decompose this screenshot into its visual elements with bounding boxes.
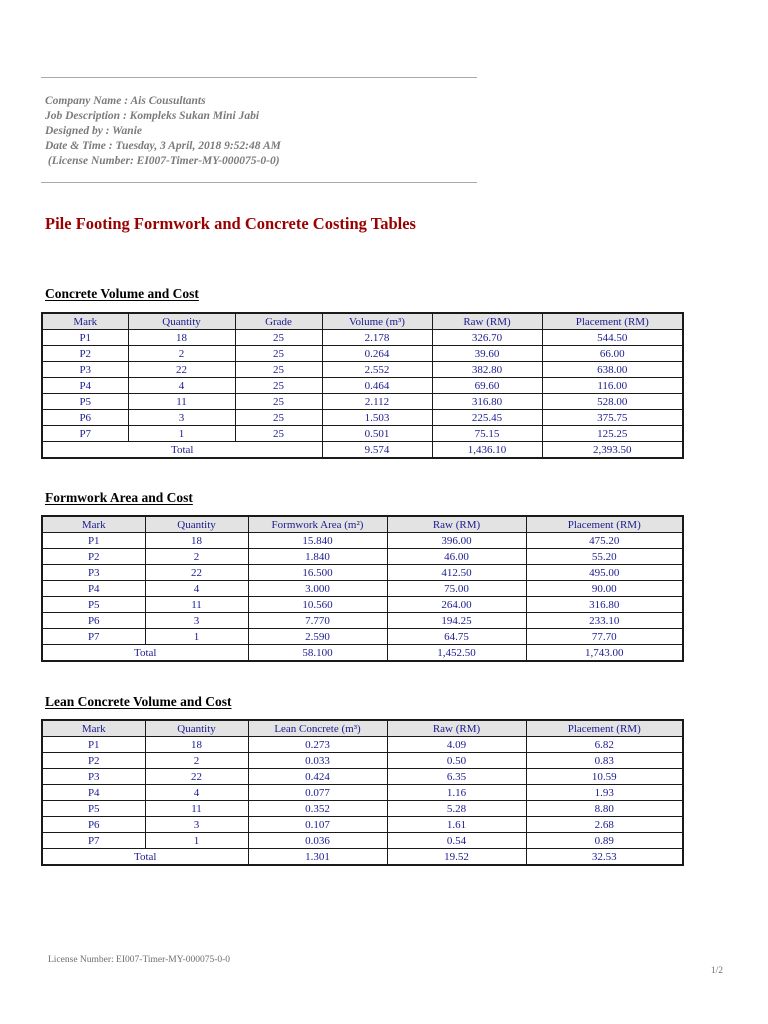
table-cell: P3 <box>42 769 145 785</box>
table-cell: 0.83 <box>526 753 683 769</box>
table-total-row <box>42 849 683 866</box>
table-cell: 375.75 <box>542 410 683 426</box>
table-cell: 55.20 <box>526 549 683 565</box>
column-header: Placement (RM) <box>526 516 683 533</box>
table-cell: 1.61 <box>387 817 526 833</box>
page-title: Pile Footing Formwork and Concrete Costing Tables <box>45 214 416 233</box>
column-header: Quantity <box>145 720 248 737</box>
column-header: Raw (RM) <box>387 720 526 737</box>
table-cell: P3 <box>42 565 145 581</box>
table-cell: 66.00 <box>542 346 683 362</box>
table-cell: 2 <box>128 346 235 362</box>
table-cell: 3 <box>128 410 235 426</box>
table-cell: 2.68 <box>526 817 683 833</box>
table-cell: 22 <box>145 565 248 581</box>
table-cell: 10.560 <box>248 597 387 613</box>
table-cell: 316.80 <box>526 597 683 613</box>
total-cell: 2,393.50 <box>542 442 683 459</box>
table-header-row <box>42 720 683 737</box>
table-cell: 0.464 <box>322 378 432 394</box>
table-cell: 1 <box>145 833 248 849</box>
table-cell: 1 <box>128 426 235 442</box>
table-cell: 116.00 <box>542 378 683 394</box>
table-cell: P7 <box>42 426 128 442</box>
table-row <box>42 565 683 581</box>
total-cell: 19.52 <box>387 849 526 866</box>
table-row <box>42 833 683 849</box>
table-row <box>42 769 683 785</box>
table-cell: P5 <box>42 801 145 817</box>
table-cell: 495.00 <box>526 565 683 581</box>
table-cell: P5 <box>42 394 128 410</box>
table-cell: 0.50 <box>387 753 526 769</box>
table-cell: 233.10 <box>526 613 683 629</box>
table-cell: 25 <box>235 394 322 410</box>
table-total-row <box>42 645 683 662</box>
table-row <box>42 549 683 565</box>
concrete-table <box>41 312 684 459</box>
table-cell: 4.09 <box>387 737 526 753</box>
table-header-row <box>42 313 683 330</box>
document-metadata <box>45 94 485 169</box>
table-cell: P7 <box>42 629 145 645</box>
table-cell: 412.50 <box>387 565 526 581</box>
table-row <box>42 737 683 753</box>
table-cell: 8.80 <box>526 801 683 817</box>
table-cell: 638.00 <box>542 362 683 378</box>
table-cell: 75.15 <box>432 426 542 442</box>
table-cell: 2 <box>145 753 248 769</box>
table-cell: 3.000 <box>248 581 387 597</box>
table-cell: 25 <box>235 346 322 362</box>
table-cell: 7.770 <box>248 613 387 629</box>
table-cell: 0.033 <box>248 753 387 769</box>
table-cell: 18 <box>145 533 248 549</box>
column-header: Raw (RM) <box>387 516 526 533</box>
table-cell: 382.80 <box>432 362 542 378</box>
table-cell: 25 <box>235 330 322 346</box>
column-header: Quantity <box>145 516 248 533</box>
total-label: Total <box>42 849 248 866</box>
table-row <box>42 362 683 378</box>
formwork-section-title: Formwork Area and Cost <box>45 490 193 505</box>
table-cell: 6.35 <box>387 769 526 785</box>
table-cell: 0.424 <box>248 769 387 785</box>
table-cell: P7 <box>42 833 145 849</box>
lean-concrete-section-title: Lean Concrete Volume and Cost <box>45 694 232 709</box>
table-cell: 0.273 <box>248 737 387 753</box>
table-cell: P4 <box>42 785 145 801</box>
table-cell: 3 <box>145 613 248 629</box>
concrete-section-title: Concrete Volume and Cost <box>45 286 199 301</box>
table-row <box>42 346 683 362</box>
table-cell: 25 <box>235 378 322 394</box>
table-row <box>42 785 683 801</box>
table-cell: 0.107 <box>248 817 387 833</box>
table-cell: 2 <box>145 549 248 565</box>
table-row <box>42 394 683 410</box>
table-cell: 0.89 <box>526 833 683 849</box>
table-row <box>42 597 683 613</box>
column-header: Volume (m³) <box>322 313 432 330</box>
column-header: Placement (RM) <box>542 313 683 330</box>
table-cell: 125.25 <box>542 426 683 442</box>
table-cell: 22 <box>128 362 235 378</box>
table-cell: 25 <box>235 362 322 378</box>
table-cell: 1.840 <box>248 549 387 565</box>
total-cell: 1,452.50 <box>387 645 526 662</box>
footer-license: License Number: EI007-Timer-MY-000075-0-0 <box>48 955 231 965</box>
lean-concrete-table <box>41 719 684 866</box>
table-cell: 5.28 <box>387 801 526 817</box>
table-cell: 1.503 <box>322 410 432 426</box>
table-cell: 0.352 <box>248 801 387 817</box>
table-row <box>42 426 683 442</box>
table-cell: 6.82 <box>526 737 683 753</box>
table-cell: 544.50 <box>542 330 683 346</box>
table-header-row <box>42 516 683 533</box>
table-row <box>42 330 683 346</box>
table-cell: 46.00 <box>387 549 526 565</box>
total-cell: 9.574 <box>322 442 432 459</box>
table-total-row <box>42 442 683 459</box>
table-cell: 4 <box>145 785 248 801</box>
table-cell: 69.60 <box>432 378 542 394</box>
table-cell: 2.178 <box>322 330 432 346</box>
table-cell: 3 <box>145 817 248 833</box>
table-cell: P2 <box>42 753 145 769</box>
table-cell: 528.00 <box>542 394 683 410</box>
table-cell: P1 <box>42 533 145 549</box>
table-cell: 90.00 <box>526 581 683 597</box>
formwork-table <box>41 515 684 662</box>
table-cell: P4 <box>42 581 145 597</box>
table-cell: 0.501 <box>322 426 432 442</box>
table-cell: 225.45 <box>432 410 542 426</box>
table-cell: 77.70 <box>526 629 683 645</box>
table-row <box>42 753 683 769</box>
column-header: Formwork Area (m²) <box>248 516 387 533</box>
table-cell: 194.25 <box>387 613 526 629</box>
column-header: Raw (RM) <box>432 313 542 330</box>
table-cell: P5 <box>42 597 145 613</box>
table-row <box>42 629 683 645</box>
total-cell: 1.301 <box>248 849 387 866</box>
table-cell: 326.70 <box>432 330 542 346</box>
table-cell: 0.264 <box>322 346 432 362</box>
table-cell: 18 <box>128 330 235 346</box>
bottom-divider <box>41 182 477 183</box>
table-cell: P2 <box>42 346 128 362</box>
table-cell: P6 <box>42 410 128 426</box>
total-cell: 32.53 <box>526 849 683 866</box>
column-header: Placement (RM) <box>526 720 683 737</box>
table-cell: 0.54 <box>387 833 526 849</box>
table-cell: 316.80 <box>432 394 542 410</box>
table-cell: 64.75 <box>387 629 526 645</box>
table-cell: 1.16 <box>387 785 526 801</box>
table-cell: 22 <box>145 769 248 785</box>
column-header: Mark <box>42 313 128 330</box>
table-cell: P1 <box>42 330 128 346</box>
table-cell: P6 <box>42 613 145 629</box>
table-cell: 1.93 <box>526 785 683 801</box>
table-cell: 16.500 <box>248 565 387 581</box>
table-cell: 4 <box>145 581 248 597</box>
table-cell: P2 <box>42 549 145 565</box>
table-row <box>42 801 683 817</box>
table-cell: 2.590 <box>248 629 387 645</box>
table-cell: 0.036 <box>248 833 387 849</box>
table-cell: 18 <box>145 737 248 753</box>
table-cell: 11 <box>145 801 248 817</box>
license-number: (License Number: EI007-Timer-MY-000075-0-0) <box>45 155 280 167</box>
table-cell: P1 <box>42 737 145 753</box>
table-cell: 2.112 <box>322 394 432 410</box>
table-row <box>42 581 683 597</box>
date-time: Date & Time : Tuesday, 3 April, 2018 9:52:48 AM <box>45 140 281 152</box>
column-header: Quantity <box>128 313 235 330</box>
total-label: Total <box>42 442 322 459</box>
table-cell: 25 <box>235 426 322 442</box>
table-cell: P3 <box>42 362 128 378</box>
total-cell: 1,743.00 <box>526 645 683 662</box>
table-cell: P4 <box>42 378 128 394</box>
column-header: Mark <box>42 720 145 737</box>
table-cell: 25 <box>235 410 322 426</box>
table-cell: 264.00 <box>387 597 526 613</box>
table-cell: 10.59 <box>526 769 683 785</box>
table-cell: 39.60 <box>432 346 542 362</box>
table-row <box>42 533 683 549</box>
table-cell: P6 <box>42 817 145 833</box>
table-row <box>42 378 683 394</box>
designed-by: Designed by : Wanie <box>45 125 142 137</box>
table-cell: 475.20 <box>526 533 683 549</box>
top-divider <box>41 77 477 78</box>
column-header: Grade <box>235 313 322 330</box>
table-cell: 75.00 <box>387 581 526 597</box>
table-cell: 0.077 <box>248 785 387 801</box>
column-header: Lean Concrete (m³) <box>248 720 387 737</box>
table-row <box>42 613 683 629</box>
table-cell: 11 <box>128 394 235 410</box>
total-cell: 58.100 <box>248 645 387 662</box>
page-number: 1/2 <box>710 966 723 976</box>
table-cell: 15.840 <box>248 533 387 549</box>
total-cell: 1,436.10 <box>432 442 542 459</box>
column-header: Mark <box>42 516 145 533</box>
table-cell: 11 <box>145 597 248 613</box>
table-cell: 2.552 <box>322 362 432 378</box>
table-row <box>42 817 683 833</box>
job-description: Job Description : Kompleks Sukan Mini Jabi <box>45 110 260 122</box>
table-cell: 396.00 <box>387 533 526 549</box>
table-cell: 1 <box>145 629 248 645</box>
table-row <box>42 410 683 426</box>
table-cell: 4 <box>128 378 235 394</box>
total-label: Total <box>42 645 248 662</box>
company-name: Company Name : Ais Cousultants <box>45 95 206 107</box>
